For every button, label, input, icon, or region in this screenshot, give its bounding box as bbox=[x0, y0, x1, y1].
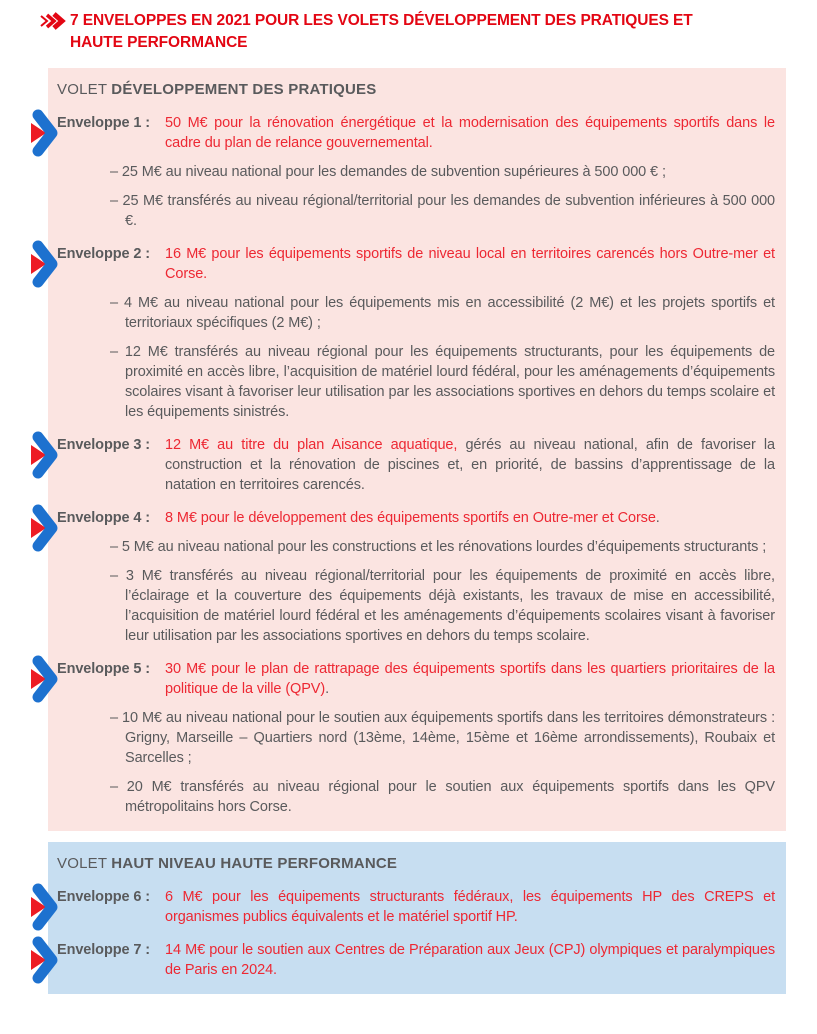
arrow-chevron-icon bbox=[29, 655, 59, 703]
sub-item: – 12 M€ transférés au niveau régional pour les équipements structurants, pour les équipements de proximité en accès libre, l’acquisition de matériel lourd fédéral, pour les aménagements d’équipements scolaires visant à favoriser leur utilisation par les associations sportives en dehors du temps scolaire et les équipements sinistrés. bbox=[110, 344, 775, 420]
arrow-chevron-icon bbox=[29, 109, 59, 157]
envelope-label: Enveloppe 1 : bbox=[57, 115, 150, 131]
arrow-chevron-icon bbox=[29, 504, 59, 552]
envelope-label: Enveloppe 7 : bbox=[57, 942, 150, 958]
envelope-description bbox=[165, 113, 775, 153]
arrow-chevron-icon bbox=[29, 936, 59, 984]
envelope-label: Enveloppe 4 : bbox=[57, 510, 150, 526]
sub-item: – 10 M€ au niveau national pour le soutien aux équipements sportifs dans les territoires démonstrateurs : Grigny, Marseille – Quartiers nord (13ème, 14ème, 15ème et 16ème arrondissements), Roubaix et Sarcelles ; bbox=[110, 710, 775, 766]
sub-item: – 25 M€ transférés au niveau régional/territorial pour les demandes de subvention inférieures à 500 000 €. bbox=[110, 193, 775, 229]
envelope-description bbox=[165, 508, 775, 528]
double-chevron-icon bbox=[40, 12, 66, 35]
title-block bbox=[40, 10, 787, 54]
amount-text: 16 M€ pour les équipements sportifs de niveau local en territoires carencés hors Outre-mer et Corse. bbox=[165, 246, 775, 282]
amount-text: 6 M€ pour les équipements structurants fédéraux, les équipements HP des CREPS et organismes publics équivalents et le matériel sportif HP. bbox=[165, 889, 775, 925]
envelope-6 bbox=[57, 887, 775, 927]
envelope-description bbox=[165, 887, 775, 927]
section-developpement-pratiques bbox=[48, 68, 786, 831]
envelope-2 bbox=[57, 244, 775, 422]
envelope-label: Enveloppe 2 : bbox=[57, 246, 150, 262]
section-header-title: DÉVELOPPEMENT DES PRATIQUES bbox=[111, 81, 377, 98]
document-page bbox=[0, 10, 817, 1034]
arrow-chevron-icon bbox=[29, 883, 59, 931]
sub-item: – 3 M€ transférés au niveau régional/territorial pour les équipements de proximité en accès libre, l’éclairage et la couverture des équipements déjà existants, les travaux de mise en accessibilité, l’acquisition de matériel lourd fédéral et les aménagements d’équipements scolaires visant à favoriser leur utilisation par les associations sportives en dehors du temps scolaire. bbox=[110, 568, 775, 644]
arrow-chevron-icon bbox=[29, 240, 59, 288]
sub-item: – 20 M€ transférés au niveau régional pour le soutien aux équipements sportifs dans les QPV métropolitains hors Corse. bbox=[110, 779, 775, 815]
envelope-4 bbox=[57, 508, 775, 646]
amount-text: 30 M€ pour le plan de rattrapage des équipements sportifs dans les quartiers prioritaires de la politique de la ville (QPV) bbox=[165, 661, 775, 697]
sub-item: – 5 M€ au niveau national pour les constructions et les rénovations lourdes d’équipements structurants ; bbox=[110, 539, 767, 555]
amount-text: 50 M€ pour la rénovation énergétique et la modernisation des équipements sportifs dans le cadre du plan de relance gouvernemental. bbox=[165, 115, 775, 151]
envelope-label: Enveloppe 6 : bbox=[57, 889, 150, 905]
section-haut-niveau-haute-performance bbox=[48, 842, 786, 994]
section-header bbox=[57, 80, 775, 100]
detail-text: . bbox=[655, 510, 660, 526]
envelope-description bbox=[165, 659, 775, 699]
arrow-chevron-icon bbox=[29, 431, 59, 479]
envelope-description bbox=[165, 435, 775, 495]
section-header-prefix: VOLET bbox=[57, 81, 112, 98]
envelope-5 bbox=[57, 659, 775, 817]
envelope-3 bbox=[57, 435, 775, 495]
section-header bbox=[57, 854, 775, 874]
envelope-1 bbox=[57, 113, 775, 231]
detail-text: . bbox=[325, 681, 330, 697]
amount-text: 12 M€ au titre du plan Aisance aquatique, bbox=[165, 437, 458, 453]
envelope-description bbox=[165, 244, 775, 284]
sub-item: – 25 M€ au niveau national pour les demandes de subvention supérieures à 500 000 € ; bbox=[110, 164, 666, 180]
section-header-prefix: VOLET bbox=[57, 855, 112, 872]
envelope-description bbox=[165, 940, 775, 980]
envelope-7 bbox=[57, 940, 775, 980]
detail-text: gérés au niveau national, afin de favoriser la construction et la rénovation de piscines et, en priorité, de bassins d’apprentissage de la natation en territoires carencés. bbox=[165, 437, 775, 493]
envelope-label: Enveloppe 3 : bbox=[57, 437, 150, 453]
amount-text: 8 M€ pour le développement des équipements sportifs en Outre-mer et Corse bbox=[165, 510, 656, 526]
amount-text: 14 M€ pour le soutien aux Centres de Préparation aux Jeux (CPJ) olympiques et paralympiques de Paris en 2024. bbox=[165, 942, 775, 978]
page-title: 7 ENVELOPPES EN 2021 POUR LES VOLETS DÉVELOPPEMENT DES PRATIQUES ET HAUTE PERFORMANCE bbox=[70, 12, 693, 51]
section-header-title: HAUT NIVEAU HAUTE PERFORMANCE bbox=[111, 855, 398, 872]
sub-item: – 4 M€ au niveau national pour les équipements mis en accessibilité (2 M€) et les projets sportifs et territoriaux spécifiques (2 M€) ; bbox=[110, 295, 775, 331]
envelope-label: Enveloppe 5 : bbox=[57, 661, 150, 677]
